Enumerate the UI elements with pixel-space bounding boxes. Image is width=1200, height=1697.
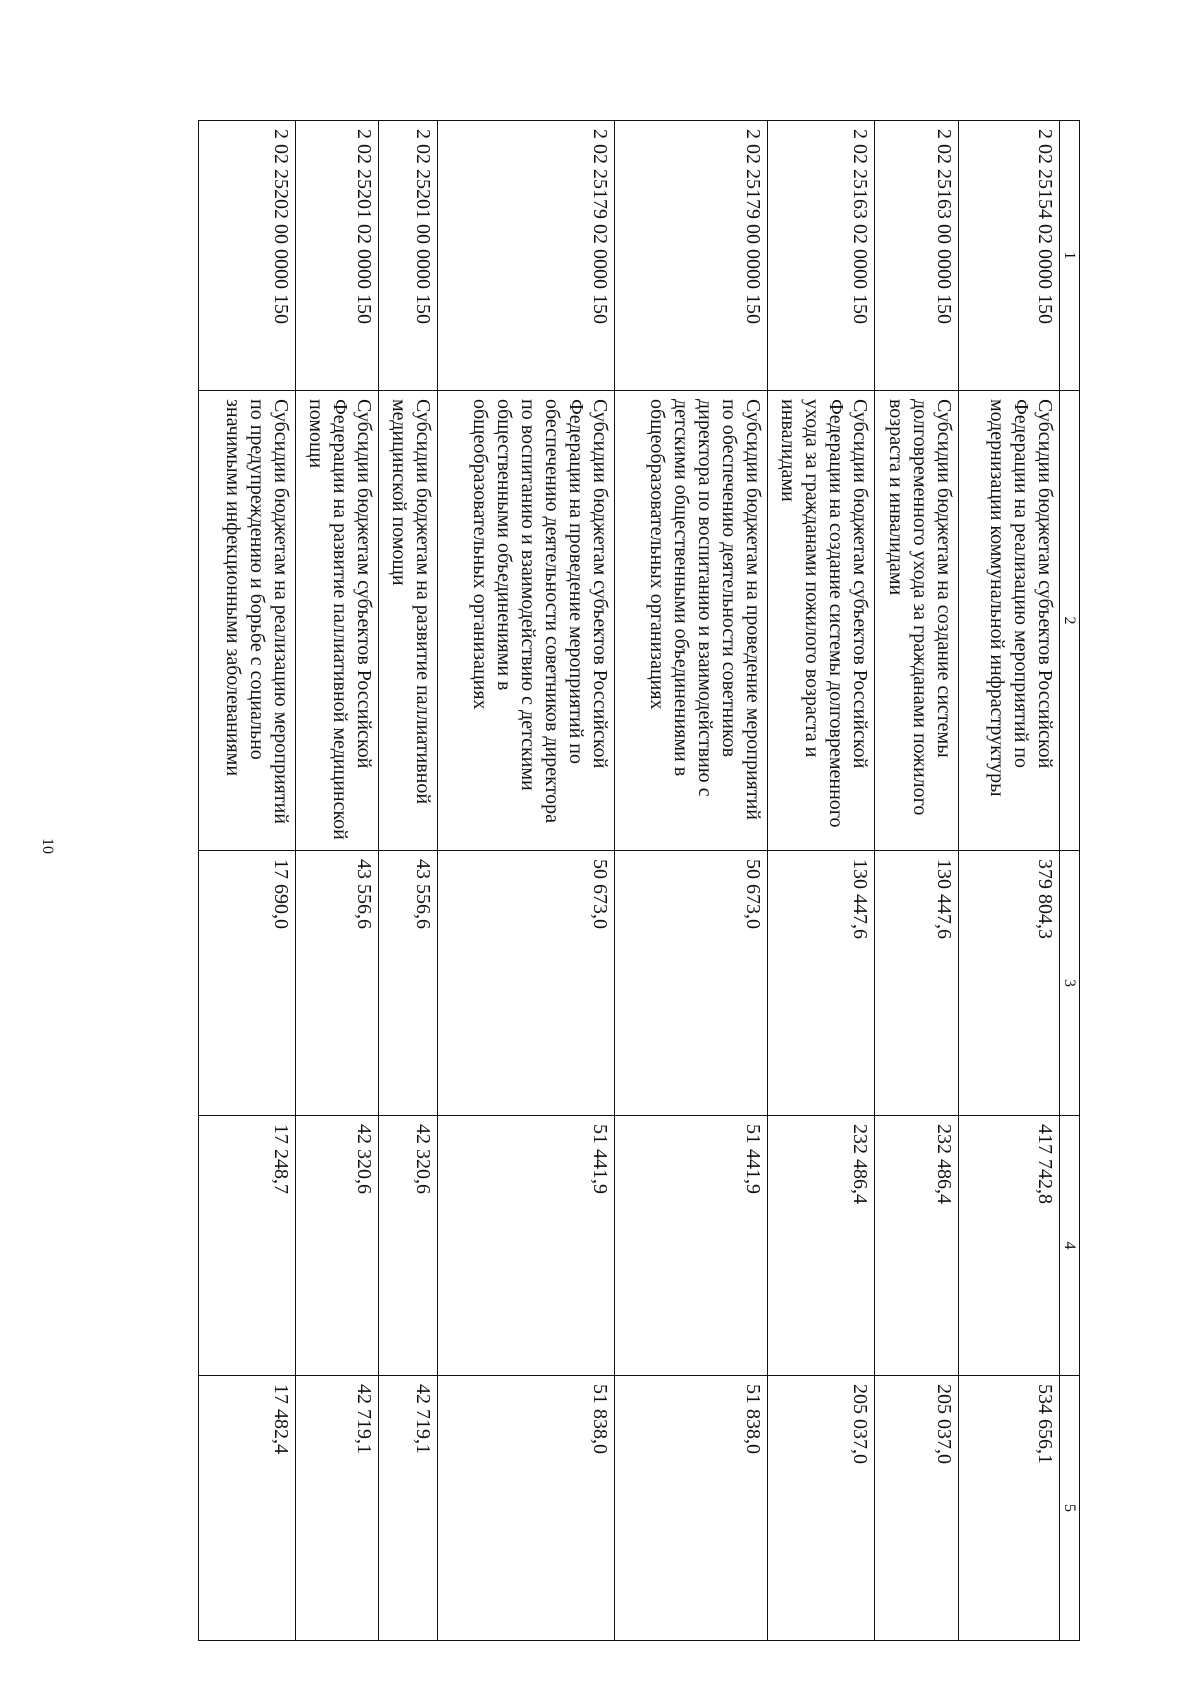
value-col4-cell: 51 441,9 xyxy=(614,1116,768,1376)
value-col5-cell: 17 482,4 xyxy=(199,1376,296,1641)
description-cell: Субсидии бюджетам субъектов Российской Федерации на развитие паллиативной медицинской помощи xyxy=(295,391,379,851)
description-cell: Субсидии бюджетам на создание системы долговременного ухода за гражданами пожилого возраста и инвалидами xyxy=(875,391,959,851)
description-cell: Субсидии бюджетам субъектов Российской Федерации на реализацию мероприятий по модернизации коммунальной инфраструктуры xyxy=(959,391,1060,851)
value-col3-cell: 379 804,3 xyxy=(959,851,1060,1116)
budget-code-cell: 2 02 25179 00 0000 150 xyxy=(614,121,768,391)
description-cell: Субсидии бюджетам на реализацию мероприятий по предупреждению и борьбе с социально значимыми инфекционными заболеваниями xyxy=(199,391,296,851)
value-col4-cell: 232 486,4 xyxy=(875,1116,959,1376)
value-col4-cell: 17 248,7 xyxy=(199,1116,296,1376)
value-col5-cell: 42 719,1 xyxy=(379,1376,437,1641)
value-col4-cell: 417 742,8 xyxy=(959,1116,1060,1376)
budget-code-cell: 2 02 25154 02 0000 150 xyxy=(959,121,1060,391)
budget-table xyxy=(198,120,1080,1641)
budget-code-cell: 2 02 25202 00 0000 150 xyxy=(199,121,296,391)
value-col5-cell: 205 037,0 xyxy=(768,1376,875,1641)
table-row xyxy=(875,121,959,1641)
page-number: 10 xyxy=(39,838,56,854)
value-col5-cell: 205 037,0 xyxy=(875,1376,959,1641)
value-col3-cell: 43 556,6 xyxy=(295,851,379,1116)
table-row xyxy=(295,121,379,1641)
description-cell: Субсидии бюджетам на развитие паллиативной медицинской помощи xyxy=(379,391,437,851)
budget-code-cell: 2 02 25201 00 0000 150 xyxy=(379,121,437,391)
table-row xyxy=(199,121,296,1641)
value-col5-cell: 42 719,1 xyxy=(295,1376,379,1641)
table-row xyxy=(379,121,437,1641)
value-col5-cell: 51 838,0 xyxy=(614,1376,768,1641)
value-col4-cell: 232 486,4 xyxy=(768,1116,875,1376)
value-col5-cell: 534 656,1 xyxy=(959,1376,1060,1641)
column-header-3: 3 xyxy=(1059,851,1079,1116)
description-cell: Субсидии бюджетам субъектов Российской Федерации на проведение мероприятий по обеспечению деятельности советников директора по воспитанию и взаимодействию с детскими общественными объединениями в общеобразовательных организациях xyxy=(437,391,614,851)
table-header-row xyxy=(1059,121,1079,1641)
value-col3-cell: 130 447,6 xyxy=(768,851,875,1116)
table-row xyxy=(959,121,1060,1641)
table-row xyxy=(437,121,614,1641)
budget-code-cell: 2 02 25179 02 0000 150 xyxy=(437,121,614,391)
column-header-5: 5 xyxy=(1059,1376,1079,1641)
value-col3-cell: 17 690,0 xyxy=(199,851,296,1116)
value-col3-cell: 130 447,6 xyxy=(875,851,959,1116)
value-col5-cell: 51 838,0 xyxy=(437,1376,614,1641)
value-col3-cell: 43 556,6 xyxy=(379,851,437,1116)
table-row xyxy=(768,121,875,1641)
column-header-2: 2 xyxy=(1059,391,1079,851)
value-col3-cell: 50 673,0 xyxy=(614,851,768,1116)
budget-code-cell: 2 02 25163 00 0000 150 xyxy=(875,121,959,391)
value-col4-cell: 42 320,6 xyxy=(379,1116,437,1376)
value-col3-cell: 50 673,0 xyxy=(437,851,614,1116)
description-cell: Субсидии бюджетам субъектов Российской Федерации на создание системы долговременного ухода за гражданами пожилого возраста и инвалидами xyxy=(768,391,875,851)
budget-code-cell: 2 02 25201 02 0000 150 xyxy=(295,121,379,391)
description-cell: Субсидии бюджетам на проведение мероприятий по обеспечению деятельности советников директора по воспитанию и взаимодействию с детскими общественными объединениями в общеобразовательных организациях xyxy=(614,391,768,851)
table-row xyxy=(614,121,768,1641)
column-header-1: 1 xyxy=(1059,121,1079,391)
budget-code-cell: 2 02 25163 02 0000 150 xyxy=(768,121,875,391)
column-header-4: 4 xyxy=(1059,1116,1079,1376)
rotated-table-wrapper xyxy=(198,120,1080,1640)
value-col4-cell: 42 320,6 xyxy=(295,1116,379,1376)
value-col4-cell: 51 441,9 xyxy=(437,1116,614,1376)
